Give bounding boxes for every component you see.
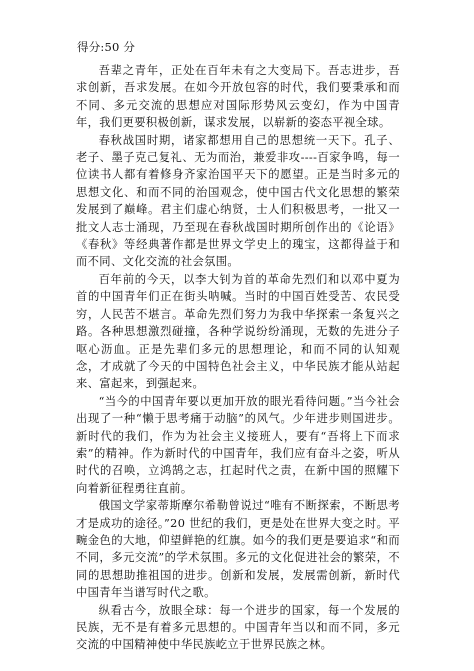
essay-paragraph-1: 吾辈之青年，正处在百年未有之大变局下。吾志进步，吾求创新，吾求发展。在如今开放包容的时代，我们要秉承和而不同、多元交流的思想应对国际形势风云变幻，作为中国青年，我们更要积极创新，谋求发展，以崭新的姿态平视全球。 (76, 64, 400, 130)
essay-paragraph-4: “当今的中国青年要以更加开放的眼光看待问题。”当今社会出现了一种“懒于思考痛于动脑”的风气。少年进步则国进步。新时代的我们，作为为社会主义接班人，要有“吾将上下而求索”的精神。作为新时代的中国青年，我们应有奋斗之姿，听从时代的召唤，立鸿鹄之志，扛起时代之责，在新中国的照耀下向着新征程勇往直前。 (76, 394, 400, 495)
essay-paragraph-5: 俄国文学家蒂斯摩尔希勒曾说过“唯有不断探索，不断思考才是成功的途径。”20 世纪的我们，更是处在世界大变之时。平畹金色的大地，仰望鲜艳的红旗。如今的我们更是要追求“和而不同，多元交流”的学术氛围。多元的文化促进社会的繁荣，不同的思想助推祖国的进步。创新和发展，发展需创新，新时代中国青年当谱写时代之歌。 (76, 499, 400, 600)
essay-paragraph-6: 纵看古今，放眼全球：每一个进步的国家，每一个发展的民族，无不是有着多元思想的。中国青年当以和而不同，多元交流的中国精神使中华民族屹立于世界民族之林。 (76, 603, 400, 652)
essay-paragraph-2: 春秋战国时期，诸家都想用自己的思想统一天下。孔子、老子、墨子克己复礼、无为而治，兼爱非攻----百家争鸣，每一位读书人都有着修身齐家治国平天下的愿望。正是当时多元的思想文化、和而不同的治国观念，使中国古代文化思想的繁荣发展到了巅峰。君主们虚心纳贤，士人们积极思考，一批又一批文人志士涌现，乃至现在春秋战国时期所创作出的《论语》《春秋》等经典著作都是世界文学史上的瑰宝，这都得益于和而不同、文化交流的社会氛围。 (76, 133, 400, 269)
essay-paragraph-3: 百年前的今天，以李大钊为首的革命先烈们和以邓中夏为首的中国青年们正在街头呐喊。当时的中国百姓受苦、农民受穷，人民苦不堪言。革命先烈们努力为我中华探索一条复兴之路。各种思想激烈碰撞，各种学说纷纷涌现，无数的先进分子呕心沥血。正是先辈们多元的思想理论，和而不同的认知观念，才成就了今天的中国特色社会主义，中华民族才能从站起来、富起来，到强起来。 (76, 272, 400, 391)
essay-score: 得分:50 分 (77, 40, 136, 54)
essay-body (76, 62, 400, 654)
